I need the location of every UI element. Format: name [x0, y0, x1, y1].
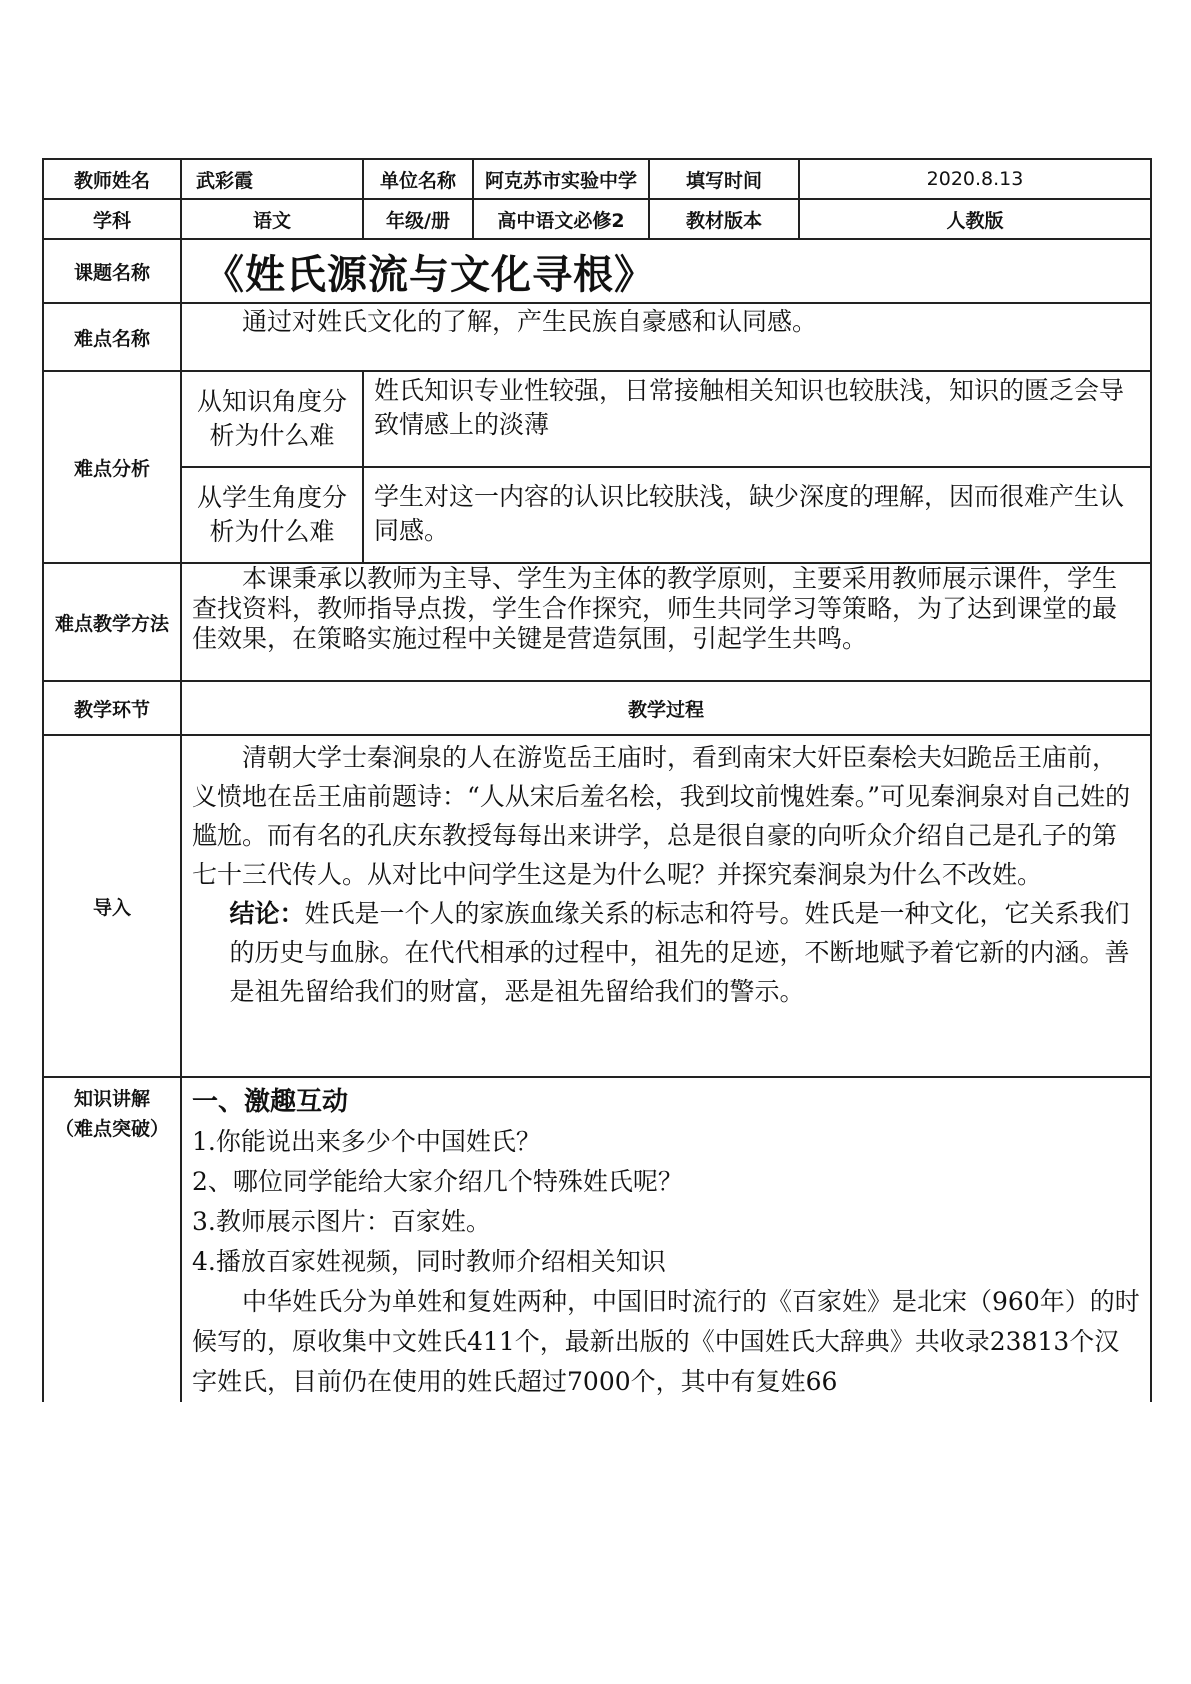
topic-row [43, 239, 1151, 303]
lesson-plan-table [42, 158, 1152, 1402]
student-angle-text: 学生对这一内容的认识比较肤浅，缺少深度的理解，因而很难产生认同感。 [374, 482, 1125, 545]
teacher-value: 武彩霞 [181, 159, 363, 199]
date-value: 2020.8.13 [799, 159, 1151, 199]
lesson-plan-sheet [42, 158, 1150, 1402]
topic-title: 《姓氏源流与文化寻根》 [181, 239, 1151, 303]
edition-value: 人教版 [799, 199, 1151, 239]
edition-label: 教材版本 [649, 199, 799, 239]
knowledge-paragraph: 中华姓氏分为单姓和复姓两种，中国旧时流行的《百家姓》是北宋（960年）的时候写的，原收集中文姓氏411个，最新出版的《中国姓氏大辞典》共收录23813个汉字姓氏，目前仍在使用的姓氏超过7000个，其中有复姓66 [192, 1287, 1140, 1396]
method-label: 难点教学方法 [43, 563, 181, 681]
analysis-student-row [43, 467, 1151, 563]
topic-label: 课题名称 [43, 239, 181, 303]
conclusion-paragraph [192, 894, 1140, 1011]
student-angle-label: 从学生角度分析为什么难 [181, 467, 363, 563]
conclusion-text: 姓氏是一个人的家族血缘关系的标志和符号。姓氏是一种文化，它关系我们的历史与血脉。在代代相承的过程中，祖先的足迹，不断地赋予着它新的内涵。善是祖先留给我们的财富，恶是祖先留给我们的警示。 [229, 899, 1130, 1006]
knowledge-sublabel: （难点突破） [54, 1118, 169, 1140]
knowledge-angle-label: 从知识角度分析为什么难 [181, 371, 363, 467]
list-item: 4.播放百家姓视频，同时教师介绍相关知识 [192, 1247, 666, 1276]
subject-label: 学科 [43, 199, 181, 239]
header-row-1 [43, 159, 1151, 199]
unit-value: 阿克苏市实验中学 [473, 159, 649, 199]
intro-row [43, 735, 1151, 1077]
subject-value: 语文 [181, 199, 363, 239]
list-item: 3.教师展示图片：百家姓。 [192, 1207, 491, 1236]
stage-label: 教学环节 [43, 681, 181, 735]
difficulty-text: 通过对姓氏文化的了解，产生民族自豪感和认同感。 [242, 307, 818, 336]
knowledge-row [43, 1077, 1151, 1402]
analysis-knowledge-row [43, 371, 1151, 467]
teacher-label: 教师姓名 [43, 159, 181, 199]
section-title: 一、激趣互动 [192, 1087, 349, 1117]
date-label: 填写时间 [649, 159, 799, 199]
process-header-row [43, 681, 1151, 735]
grade-value: 高中语文必修2 [473, 199, 649, 239]
knowledge-label: 知识讲解 [73, 1088, 150, 1110]
method-text: 本课秉承以教师为主导、学生为主体的教学原则，主要采用教师展示课件，学生查找资料，教师指导点拨，学生合作探究，师生共同学习等策略，为了达到课堂的最佳效果，在策略实施过程中关键是营造氛围，引起学生共鸣。 [192, 564, 1118, 653]
unit-label: 单位名称 [363, 159, 473, 199]
list-item: 1.你能说出来多少个中国姓氏？ [192, 1127, 541, 1156]
knowledge-angle-text: 姓氏知识专业性较强，日常接触相关知识也较肤浅，知识的匮乏会导致情感上的淡薄 [374, 376, 1125, 439]
intro-paragraph: 清朝大学士秦涧泉的人在游览岳王庙时，看到南宋大奸臣秦桧夫妇跪岳王庙前，义愤地在岳王庙前题诗：“人从宋后羞名桧，我到坟前愧姓秦。”可见秦涧泉对自己姓的尴尬。而有名的孔庆东教授每每出来讲学，总是很自豪的向听众介绍自己是孔子的第七十三代传人。从对比中问学生这是为什么呢？并探究秦涧泉为什么不改姓。 [192, 743, 1131, 889]
grade-label: 年级/册 [363, 199, 473, 239]
process-label: 教学过程 [181, 681, 1151, 735]
list-item: 2、哪位同学能给大家介绍几个特殊姓氏呢？ [192, 1167, 683, 1196]
header-row-2 [43, 199, 1151, 239]
intro-label: 导入 [43, 735, 181, 1077]
difficulty-row [43, 303, 1151, 371]
conclusion-label: 结论： [229, 899, 305, 928]
difficulty-label: 难点名称 [43, 303, 181, 371]
analysis-label: 难点分析 [43, 371, 181, 563]
method-row [43, 563, 1151, 681]
knowledge-label-cell [43, 1077, 181, 1402]
